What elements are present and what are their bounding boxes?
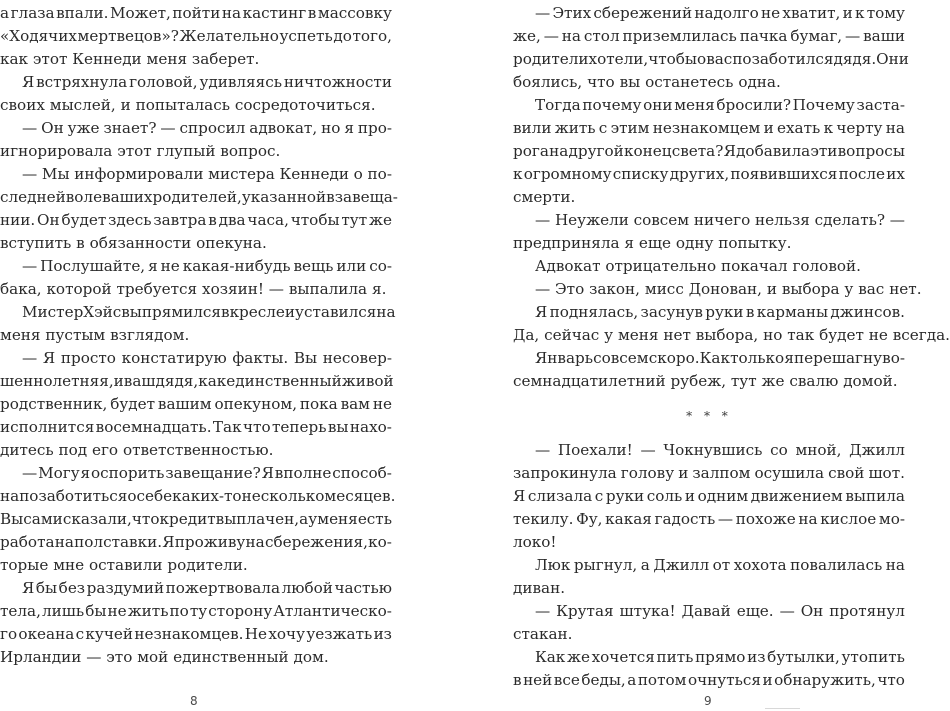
text-line: текилу. Фу, какая гадость — похоже на кислое мо- (513, 510, 905, 528)
text-line: — Могу я оспорить завещание? Я вполне способ- (22, 464, 392, 482)
text-line: бака, которой требуется хозяин! — выпалила я. (0, 280, 387, 298)
text-line: а глаза впали. Может, пойти на кастинг в массовку (0, 4, 392, 22)
text-line: — Послушайте, я не какая-нибудь вещь или со- (22, 257, 392, 275)
text-line: своих мыслей, и попыталась сосредоточиться. (0, 96, 376, 114)
right-page-text-after-break (513, 439, 905, 692)
text-line: — Это закон, мисс Донован, и выбора у вас нет. (535, 280, 922, 298)
text-line: как этот Кеннеди меня заберет. (0, 50, 260, 68)
text-line: смерти. (513, 188, 576, 206)
text-line: рога на другой конец света? Я добавила эти вопросы (513, 142, 905, 160)
text-line: родственник, будет вашим опекуном, пока вам не (0, 395, 392, 413)
text-line: боялись, что вы останетесь одна. (513, 73, 781, 91)
text-line: предприняла я еще одну попытку. (513, 234, 792, 252)
text-line: Тогда почему они меня бросили? Почему заста- (535, 96, 905, 114)
text-line: вили жить с этим незнакомцем и ехать к черту на (513, 119, 905, 137)
text-line: — Я просто констатирую факты. Вы несовер- (22, 349, 392, 367)
text-line: следней воле ваших родителей, указанной в завеща- (0, 188, 398, 206)
text-line: шеннолетняя, и ваш дядя, как единственный живой (0, 372, 394, 390)
text-line: на позаботиться о себе каких-то несколько месяцев. (0, 487, 396, 505)
page-number-left: 8 (190, 694, 198, 708)
text-line: — Поехали! — Чокнувшись со мной, Джилл (535, 441, 905, 459)
text-line: Я бы без раздумий пожертвовала любой частью (22, 579, 392, 597)
text-line: «Ходячих мертвецов»? Желательно успеть до того, (0, 27, 392, 45)
text-line: локо! (513, 533, 557, 551)
text-line: Вы сами сказали, что кредит выплачен, а у меня есть (0, 510, 392, 528)
text-line: — Мы информировали мистера Кеннеди о по- (22, 165, 392, 183)
text-line: к огромному списку других, появившихся после их (513, 165, 905, 183)
text-line: Я поднялась, засунув руки в карманы джинсов. (535, 303, 905, 321)
text-line: Январь совсем скоро. Как только я перешагну во- (535, 349, 905, 367)
text-line: го океана с кучей незнакомцев. Не хочу уезжать из (0, 625, 392, 643)
text-line: игнорировала этот глупый вопрос. (0, 142, 281, 160)
text-line: работа на полставки. Я проживу на сбережения, ко- (0, 533, 392, 551)
text-line: — Неужели совсем ничего нельзя сделать? — (535, 211, 905, 229)
text-line: родители хотели, чтобы о вас позаботился дядя. Они (513, 50, 909, 68)
left-page (0, 0, 398, 711)
right-page (513, 0, 950, 711)
text-line: диван. (513, 579, 566, 597)
text-line: — Крутая штука! Давай еще. — Он протянул (535, 602, 905, 620)
left-page-text (0, 2, 398, 669)
text-line: дитесь под его ответственностью. (0, 441, 274, 459)
text-line: Люк рыгнул, а Джилл от хохота повалилась на (535, 556, 905, 574)
text-line: стакан. (513, 625, 573, 643)
text-line: запрокинула голову и залпом осушила свой шот. (513, 464, 905, 482)
page-number-right: 9 (704, 694, 712, 708)
page-edge-mark (765, 708, 800, 709)
text-line: Да, сейчас у меня нет выбора, но так будет не всегда. (513, 326, 950, 344)
text-line: Я слизала с руки соль и одним движением выпила (513, 487, 905, 505)
right-page-text (513, 2, 950, 692)
right-page-text-before-break (513, 2, 950, 393)
text-line: тела, лишь бы не жить по ту сторону Атлантическо- (0, 602, 392, 620)
text-line: Ирландии — это мой единственный дом. (0, 648, 329, 666)
text-line: вступить в обязанности опекуна. (0, 234, 267, 252)
text-line: семнадцатилетний рубеж, тут же свалю домой. (513, 372, 898, 390)
text-line: в ней все беды, а потом очнуться и обнаружить, что (513, 671, 905, 689)
text-line: же, — на стол приземлилась пачка бумаг, — ваши (513, 27, 905, 45)
text-line: Как же хочется пить прямо из бутылки, утопить (535, 648, 905, 666)
text-line: Мистер Хэйс выпрямился в кресле и уставился на (22, 303, 396, 321)
text-line: — Этих сбережений надолго не хватит, и к тому (535, 4, 905, 22)
section-break: * * * (686, 409, 732, 423)
text-line: нии. Он будет здесь завтра в два часа, чтобы тут же (0, 211, 392, 229)
text-line: исполнится восемнадцать. Так что теперь вы нахо- (0, 418, 392, 436)
text-line: меня пустым взглядом. (0, 326, 190, 344)
text-line: — Он уже знает? — спросил адвокат, но я про- (22, 119, 392, 137)
text-line: Адвокат отрицательно покачал головой. (535, 257, 861, 275)
text-line: Я встряхнула головой, удивляясь ничтожности (22, 73, 392, 91)
text-line: торые мне оставили родители. (0, 556, 248, 574)
